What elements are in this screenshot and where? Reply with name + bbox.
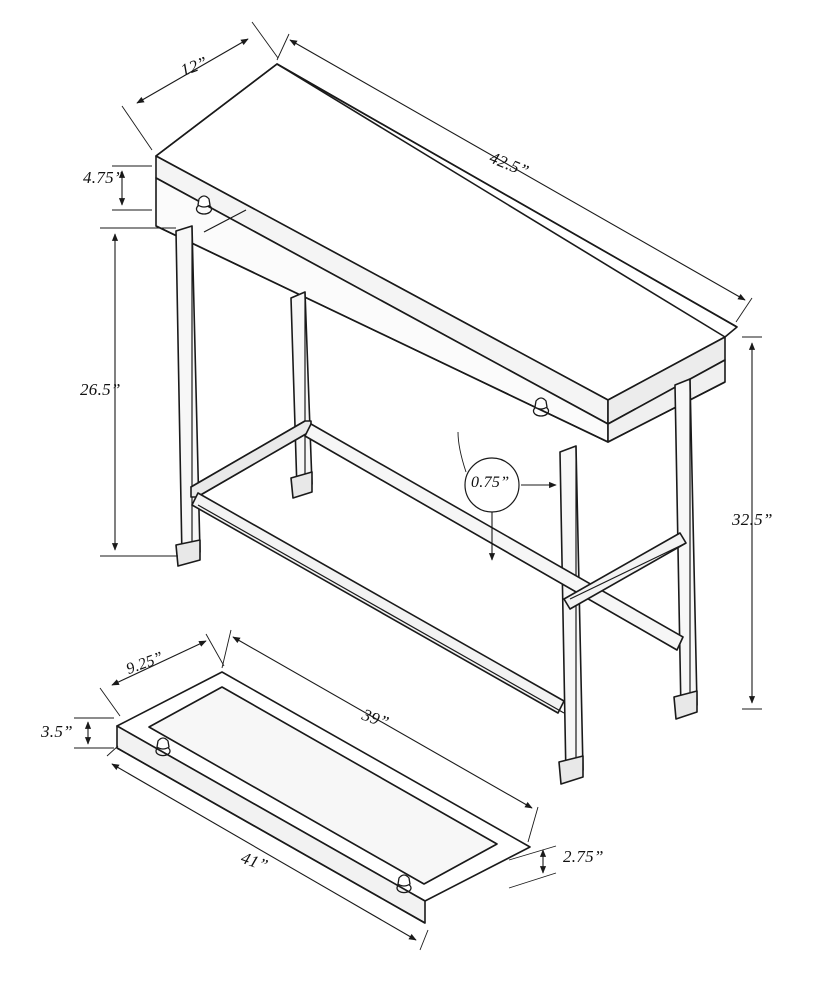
dimension-leg-height: 26.5” (80, 380, 121, 399)
dimension-tube-thickness: 0.75” (471, 474, 510, 491)
table-lower-stretchers (191, 421, 686, 713)
dimension-top-length: 42.5” (486, 148, 532, 181)
dimension-drawer-front-height: 2.75” (563, 847, 604, 866)
dimension-drawer-inner-length: 39” (359, 705, 392, 733)
dimension-drawer-outer-length: 41” (238, 848, 271, 876)
dimension-apron-height: 4.75” (83, 168, 124, 187)
dimension-drawer-depth: 9.25” (124, 648, 166, 678)
dimension-drawer-side-height: 3.5” (41, 722, 73, 741)
dimension-overall-height: 32.5” (732, 510, 773, 529)
dimension-top-depth: 12” (178, 52, 211, 80)
drawer-box (117, 672, 530, 923)
